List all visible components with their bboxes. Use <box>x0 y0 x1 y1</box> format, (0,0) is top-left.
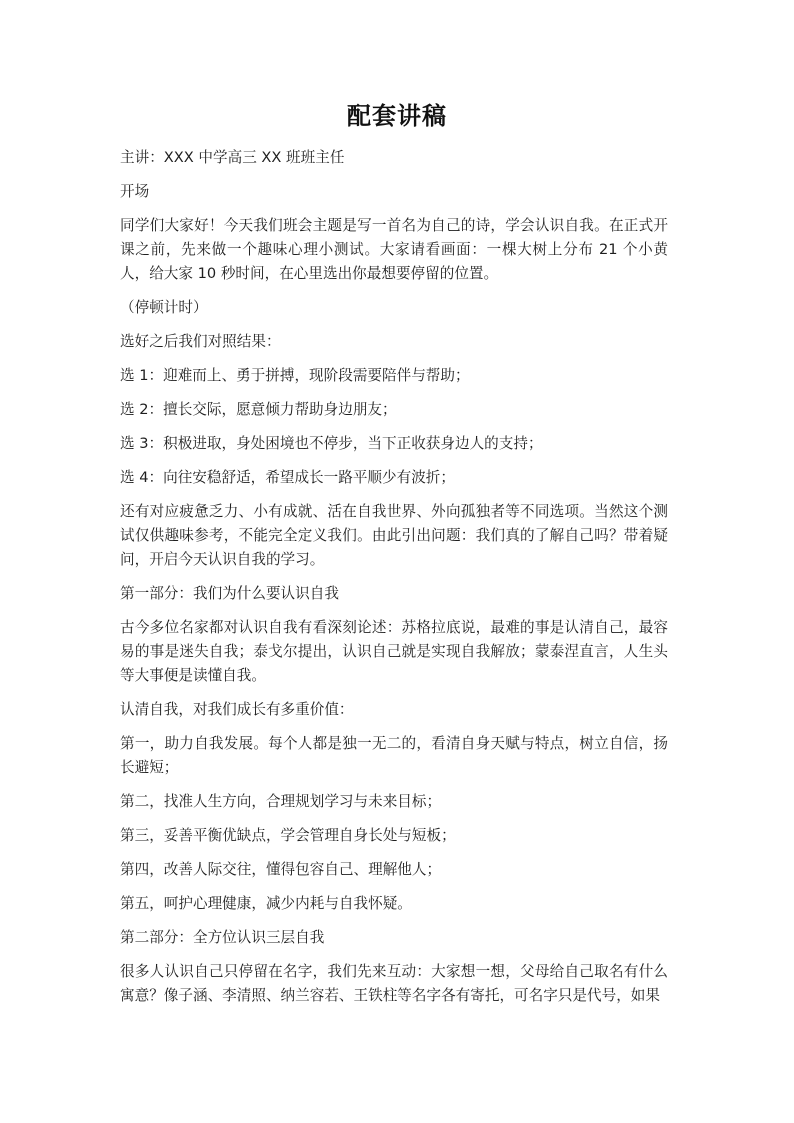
value-point-4: 第四，改善人际交往，懂得包容自己、理解他人； <box>120 861 442 878</box>
section-heading-opening: 开场 <box>120 183 150 200</box>
paragraph-results-lead: 选好之后我们对照结果： <box>120 333 281 350</box>
section-heading-part-1: 第一部分：我们为什么要认识自我 <box>120 585 339 602</box>
value-point-5: 第五，呵护心理健康，减少内耗与自我怀疑。 <box>120 895 412 912</box>
value-point-1: 第一，助力自我发展。每个人都是独一无二的，看清自身天赋与特点，树立自信，扬长避短； <box>120 735 668 776</box>
result-option-4: 选 4：向往安稳舒适，希望成长一路平顺少有波折； <box>120 469 455 486</box>
value-point-3: 第三，妥善平衡优缺点，学会管理自身长处与短板； <box>120 827 456 844</box>
result-option-1: 选 1：迎难而上、勇于拼搏，现阶段需要陪伴与帮助； <box>120 367 470 384</box>
paragraph-intro: 同学们大家好！今天我们班会主题是写一首名为自己的诗，学会认识自我。在正式开课之前，先来做一个趣味心理小测试。大家请看画面：一棵大树上分布 21 个小黄人，给大家 10 秒时间，在心里选出你最想要停留的位置。 <box>120 217 668 282</box>
section-heading-part-2: 第二部分：全方位认识三层自我 <box>120 929 325 946</box>
result-option-3: 选 3：积极进取，身处困境也不停步，当下正收获身边人的支持； <box>120 435 543 452</box>
result-option-2: 选 2：擅长交际，愿意倾力帮助身边朋友； <box>120 401 397 418</box>
speaker-line: 主讲：XXX 中学高三 XX 班班主任 <box>120 149 345 166</box>
paragraph-quotes: 古今多位名家都对认识自我有看深刻论述：苏格拉底说，最难的事是认清自己，最容易的事是迷失自我；泰戈尔提出，认识自己就是实现自我解放；蒙泰涅直言，人生头等大事便是读懂自我。 <box>120 619 668 684</box>
value-point-2: 第二，找准人生方向，合理规划学习与未来目标； <box>120 793 442 810</box>
paragraph-pause-note: （停顿计时） <box>120 299 208 316</box>
document-title: 配套讲稿 <box>347 102 447 130</box>
paragraph-name-interaction: 很多人认识自己只停留在名字，我们先来互动：大家想一想，父母给自己取名有什么寓意？像子涵、李清照、纳兰容若、王铁柱等名字各有寄托，可名字只是代号，如果 <box>120 963 668 1004</box>
document-body <box>120 146 668 1018</box>
paragraph-transition: 还有对应疲惫乏力、小有成就、活在自我世界、外向孤独者等不同选项。当然这个测试仅供趣味参考，不能完全定义我们。由此引出问题：我们真的了解自己吗？带着疑问，开启今天认识自我的学习。 <box>120 503 668 568</box>
paragraph-value-lead: 认清自我，对我们成长有多重价值： <box>120 701 354 718</box>
